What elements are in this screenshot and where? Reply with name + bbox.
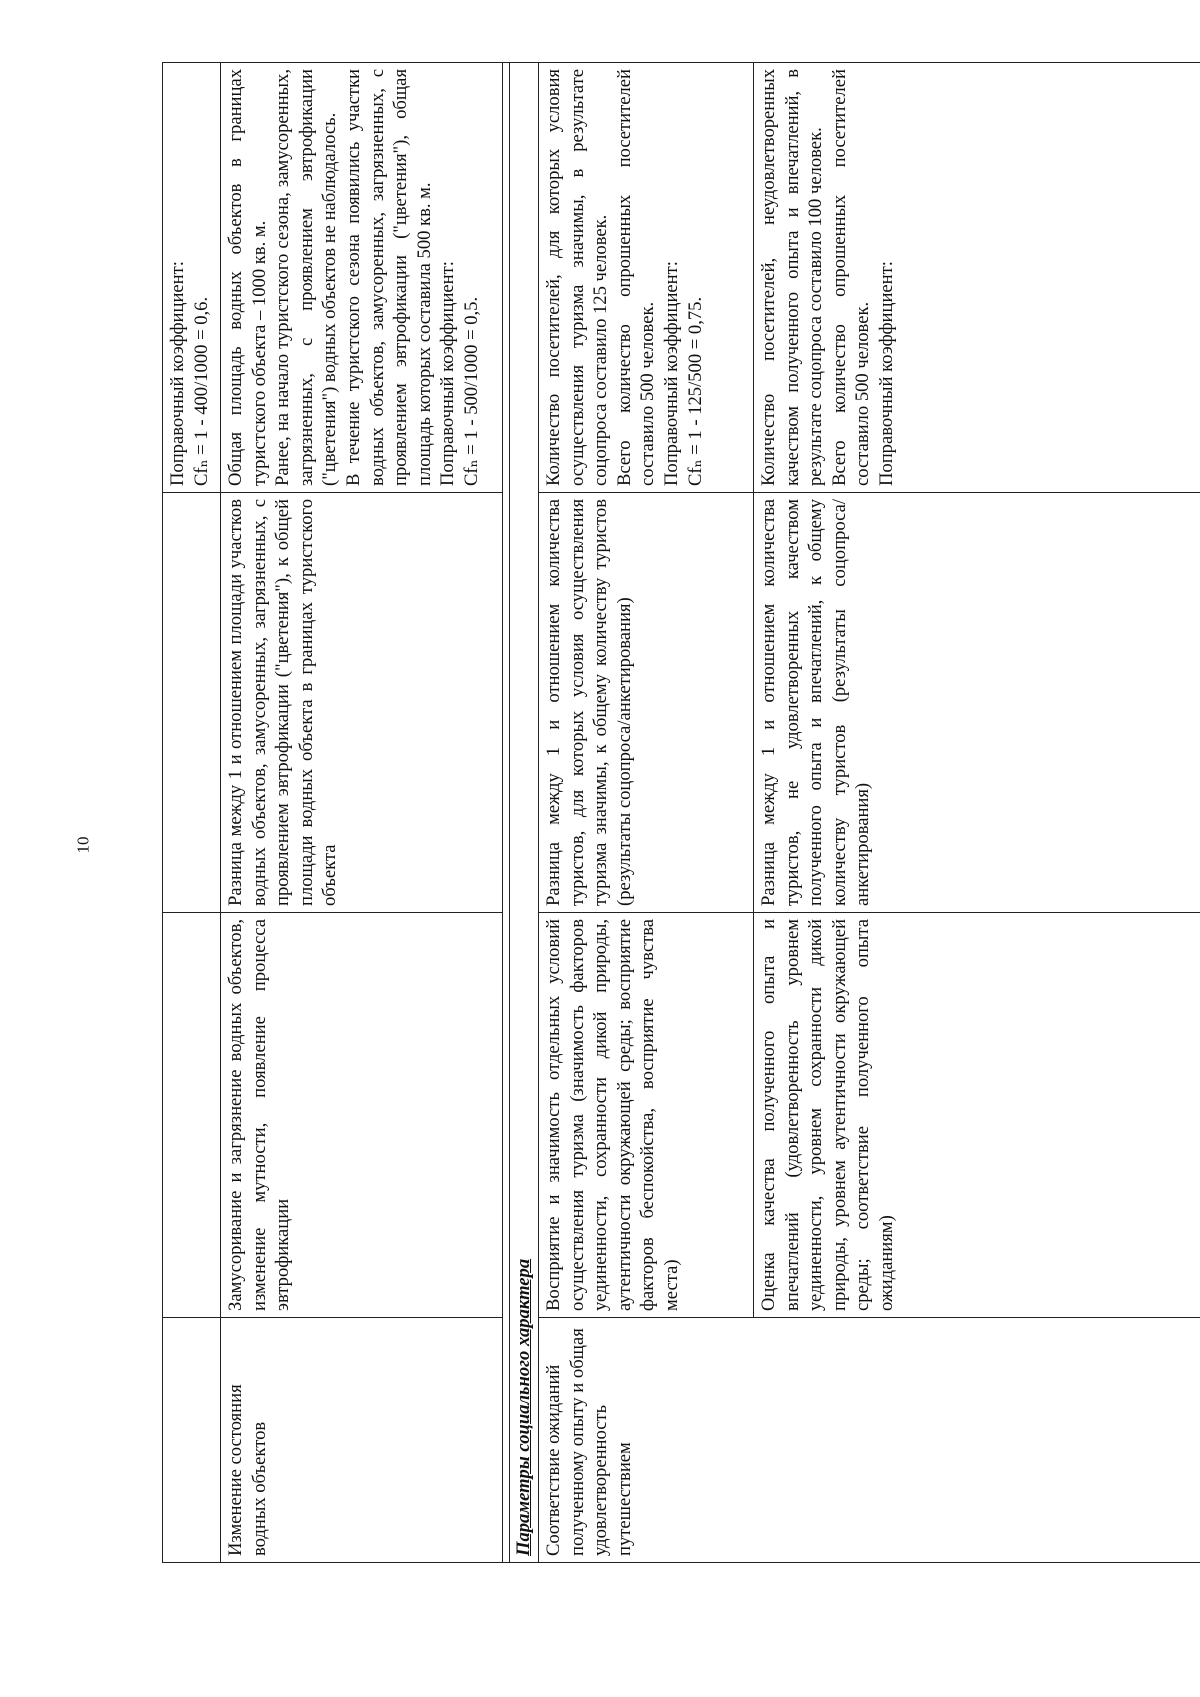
text-line: Поправочный коэффициент: <box>167 261 188 486</box>
indicator-cell: Замусоривание и загрязнение водных объектов, изменение мутности, появление процесса эвтрофикации <box>221 913 503 1318</box>
formula: Cfₙ = 1 - 125/500 = 0,75. <box>684 296 706 486</box>
empty-cell <box>163 913 221 1318</box>
table-row-social-1 <box>539 63 754 1563</box>
section-header-row <box>510 63 539 1563</box>
table-row-water <box>221 63 503 1563</box>
rotated-table-wrapper <box>162 63 1200 1563</box>
text-line: Всего количество опрошенных посетителей составило 500 человек. <box>613 69 659 486</box>
text-line: Ранее, на начало туристского сезона, замусоренных, загрязненных, с проявлением эвтрофикации ("цветения") водных объектов не наблюдалось. <box>272 69 341 486</box>
text-line: Количество посетителей, для которых условия осуществления туризма значимы, в результате соцопроса составило 125 человек. <box>543 69 612 486</box>
method-cell: Разница между 1 и отношением количества туристов, для которых условия осуществления туризма значимы, к общему количеству туристов (результаты соцопроса/анкетирования) <box>539 493 754 913</box>
text-line: Общая площадь водных объектов в границах туристского объекта – 1000 кв. м. <box>225 69 270 486</box>
parameter-cell: Соответствие ожиданий полученному опыту и общая удовлетворенность путешествием <box>539 1318 1200 1563</box>
text-line: Поправочный коэффициент: <box>876 261 898 486</box>
indicator-table <box>162 62 1200 1563</box>
formula: Cfₙ = 1 - 400/1000 = 0,6. <box>190 296 212 486</box>
gap-cell <box>503 63 510 1563</box>
indicator-cell: Оценка качества полученного опыта и впечатлений (удовлетворенность уровнем уединенности, уровнем сохранности дикой природы, уровнем аутентичности окружающей среды; соответствие полученного опыта ожиданиям) <box>754 913 1200 1318</box>
text-line: Всего количество опрошенных посетителей составило 500 человек. <box>828 69 874 486</box>
empty-cell <box>163 493 221 913</box>
text-line: Поправочный коэффициент: <box>661 261 683 486</box>
correction-cell <box>163 63 221 493</box>
text-line: Количество посетителей, неудовлетворенных качеством полученного опыта и впечатлений, в результате соцопроса составило 100 человек. <box>758 69 827 486</box>
text-line: В течение туристского сезона появились участки водных объектов, замусоренных, загрязненных, с проявлением эвтрофикации ("цветения"), общая площадь которых составила 500 кв. м. <box>343 69 435 486</box>
method-cell: Разница между 1 и отношением площади участков водных объектов, замусоренных, загрязненных, с проявлением эвтрофикации ("цветения"), к общей площади водных объекта в границах туристского объекта <box>221 493 503 913</box>
table-gap <box>503 63 510 1563</box>
example-cell <box>539 63 754 493</box>
text-line: Поправочный коэффициент: <box>437 261 459 486</box>
table-row-top <box>163 63 221 1563</box>
indicator-cell: Восприятие и значимость отдельных условий осуществления туризма (значимость факторов уединенности, сохранности дикой природы, аутентичности окружающей среды; восприятие факторов беспокойства, восприятие чувства места) <box>539 913 754 1318</box>
formula: Cfₙ = 1 - 500/1000 = 0,5. <box>461 296 483 486</box>
empty-cell <box>163 1318 221 1563</box>
page-number: 10 <box>73 836 93 854</box>
example-cell <box>221 63 503 493</box>
method-cell: Разница между 1 и отношением количества туристов, не удовлетворенных качеством полученного опыта и впечатлений, к общему количеству туристов (результаты соцопроса/анкетирования) <box>754 493 1200 913</box>
example-cell <box>754 63 1200 493</box>
section-title: Параметры социального характера <box>510 63 539 1563</box>
parameter-cell: Изменение состояния водных объектов <box>221 1318 503 1563</box>
